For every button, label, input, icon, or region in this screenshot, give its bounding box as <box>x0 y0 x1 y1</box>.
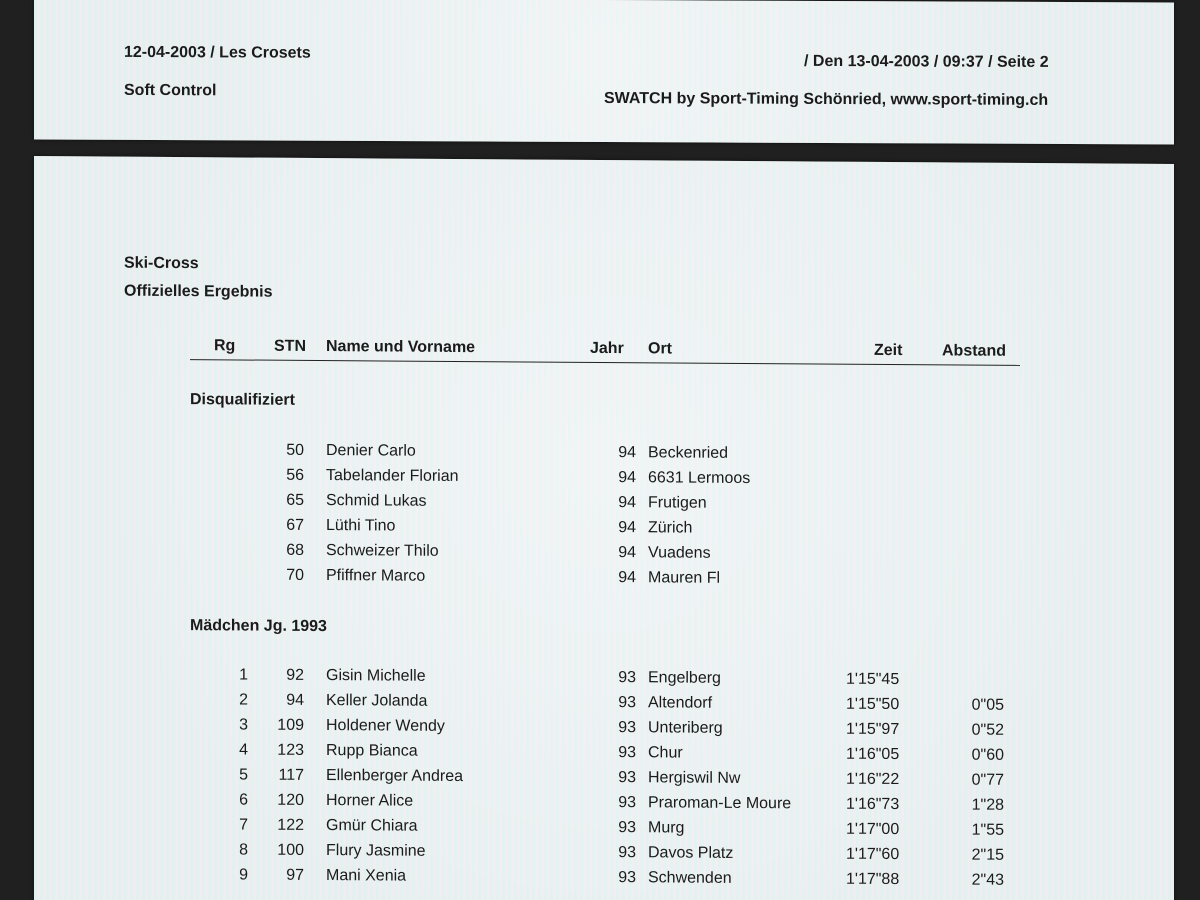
cell-zeit: 1'16"73 <box>846 795 900 814</box>
cell-name: Tabelander Florian <box>326 467 459 485</box>
cell-jahr: 93 <box>618 694 636 712</box>
cell-name: Lüthi Tino <box>326 517 396 535</box>
cell-rg: 7 <box>239 816 248 834</box>
cell-zeit: 1'16"22 <box>846 770 900 789</box>
cell-name: Keller Jolanda <box>326 692 428 710</box>
cell-name: Mani Xenia <box>326 867 407 885</box>
cell-name: Gisin Michelle <box>326 667 426 685</box>
cell-abstand: 0"77 <box>971 771 1004 789</box>
cell-ort: Zürich <box>648 519 693 537</box>
cell-stn: 67 <box>286 516 304 534</box>
col-head-zeit: Zeit <box>874 341 903 360</box>
cell-stn: 109 <box>277 716 304 734</box>
cell-stn: 56 <box>286 466 304 484</box>
cell-ort: Altendorf <box>648 694 713 712</box>
cell-rg: 5 <box>239 766 248 784</box>
cell-jahr: 94 <box>618 469 636 487</box>
header-date-place: 12-04-2003 / Les Crosets <box>124 43 311 62</box>
col-head-ort: Ort <box>648 340 672 358</box>
cell-jahr: 94 <box>618 569 636 587</box>
cell-abstand: 1"55 <box>971 821 1004 839</box>
cell-abstand: 0"52 <box>971 721 1004 739</box>
cell-ort: 6631 Lermoos <box>648 469 751 488</box>
col-head-name: Name und Vorname <box>326 338 476 357</box>
header-software: Soft Control <box>124 81 217 100</box>
cell-zeit: 1'17"00 <box>846 820 900 839</box>
col-head-abstand: Abstand <box>942 342 1006 360</box>
cell-ort: Vuadens <box>648 544 711 562</box>
cell-ort: Murg <box>648 819 685 837</box>
page-header-sheet <box>34 0 1174 144</box>
cell-abstand: 0"60 <box>971 746 1004 764</box>
cell-stn: 70 <box>286 566 304 584</box>
cell-rg: 1 <box>239 666 248 684</box>
cell-abstand: 0"05 <box>971 696 1004 714</box>
cell-stn: 50 <box>286 441 304 459</box>
cell-ort: Praroman-Le Moure <box>648 794 792 813</box>
cell-jahr: 93 <box>618 844 636 862</box>
cell-stn: 123 <box>277 741 304 759</box>
cell-ort: Hergiswil Nw <box>648 769 741 787</box>
cell-stn: 65 <box>286 491 304 509</box>
col-head-stn: STN <box>274 337 306 355</box>
cell-jahr: 94 <box>618 519 636 537</box>
cell-jahr: 93 <box>618 744 636 762</box>
cell-stn: 117 <box>278 766 304 784</box>
cell-zeit: 1'15"45 <box>846 670 900 689</box>
cell-name: Schmid Lukas <box>326 492 427 510</box>
cell-jahr: 93 <box>618 794 636 812</box>
cell-name: Rupp Bianca <box>326 742 418 760</box>
cell-rg: 8 <box>239 841 248 859</box>
cell-name: Holdener Wendy <box>326 717 445 735</box>
cell-zeit: 1'16"05 <box>846 745 900 764</box>
cell-name: Pfiffner Marco <box>326 567 426 585</box>
cell-stn: 100 <box>277 841 304 859</box>
cell-ort: Mauren Fl <box>648 569 721 587</box>
cell-rg: 3 <box>239 716 248 734</box>
cell-jahr: 93 <box>618 869 636 887</box>
section-title-disqualified: Disqualifiziert <box>190 391 295 409</box>
cell-ort: Frutigen <box>648 494 707 512</box>
cell-name: Horner Alice <box>326 792 414 810</box>
cell-jahr: 94 <box>618 494 636 512</box>
cell-rg: 4 <box>239 741 248 759</box>
cell-stn: 120 <box>277 791 304 809</box>
event-subtitle: Offizielles Ergebnis <box>124 282 273 301</box>
section-title-girls-1993: Mädchen Jg. 1993 <box>190 617 327 636</box>
col-head-jahr: Jahr <box>590 339 624 358</box>
cell-zeit: 1'17"88 <box>846 870 900 889</box>
cell-abstand: 2"43 <box>971 871 1004 889</box>
cell-ort: Schwenden <box>648 869 732 887</box>
cell-rg: 2 <box>239 691 248 709</box>
cell-jahr: 94 <box>618 444 636 462</box>
cell-name: Flury Jasmine <box>326 842 426 860</box>
cell-stn: 92 <box>286 666 304 684</box>
cell-stn: 97 <box>286 866 304 884</box>
cell-rg: 9 <box>239 866 248 884</box>
header-rule <box>190 359 1020 366</box>
cell-zeit: 1'15"50 <box>846 695 900 714</box>
cell-ort: Beckenried <box>648 444 729 462</box>
header-timing-credit: SWATCH by Sport-Timing Schönried, www.sport-timing.ch <box>604 90 1049 109</box>
header-print-info: / Den 13-04-2003 / 09:37 / Seite 2 <box>804 52 1049 71</box>
cell-abstand: 2"15 <box>971 846 1004 864</box>
cell-stn: 122 <box>277 816 304 834</box>
cell-name: Ellenberger Andrea <box>326 767 463 786</box>
page-results-sheet <box>34 156 1174 900</box>
cell-name: Schweizer Thilo <box>326 542 439 560</box>
col-head-rg: Rg <box>214 337 236 355</box>
event-title: Ski-Cross <box>124 254 199 273</box>
cell-rg: 6 <box>239 791 248 809</box>
cell-ort: Davos Platz <box>648 844 734 862</box>
cell-zeit: 1'17"60 <box>846 845 900 864</box>
cell-name: Denier Carlo <box>326 442 416 460</box>
cell-stn: 68 <box>286 541 304 559</box>
cell-ort: Chur <box>648 744 683 762</box>
cell-ort: Engelberg <box>648 669 721 687</box>
cell-jahr: 93 <box>618 819 636 837</box>
cell-jahr: 93 <box>618 769 636 787</box>
cell-jahr: 93 <box>618 719 636 737</box>
cell-name: Gmür Chiara <box>326 817 418 835</box>
cell-ort: Unteriberg <box>648 719 723 737</box>
cell-abstand: 1"28 <box>971 796 1004 814</box>
cell-jahr: 94 <box>618 544 636 562</box>
cell-stn: 94 <box>286 691 304 709</box>
cell-jahr: 93 <box>618 669 636 687</box>
cell-zeit: 1'15"97 <box>846 720 900 739</box>
